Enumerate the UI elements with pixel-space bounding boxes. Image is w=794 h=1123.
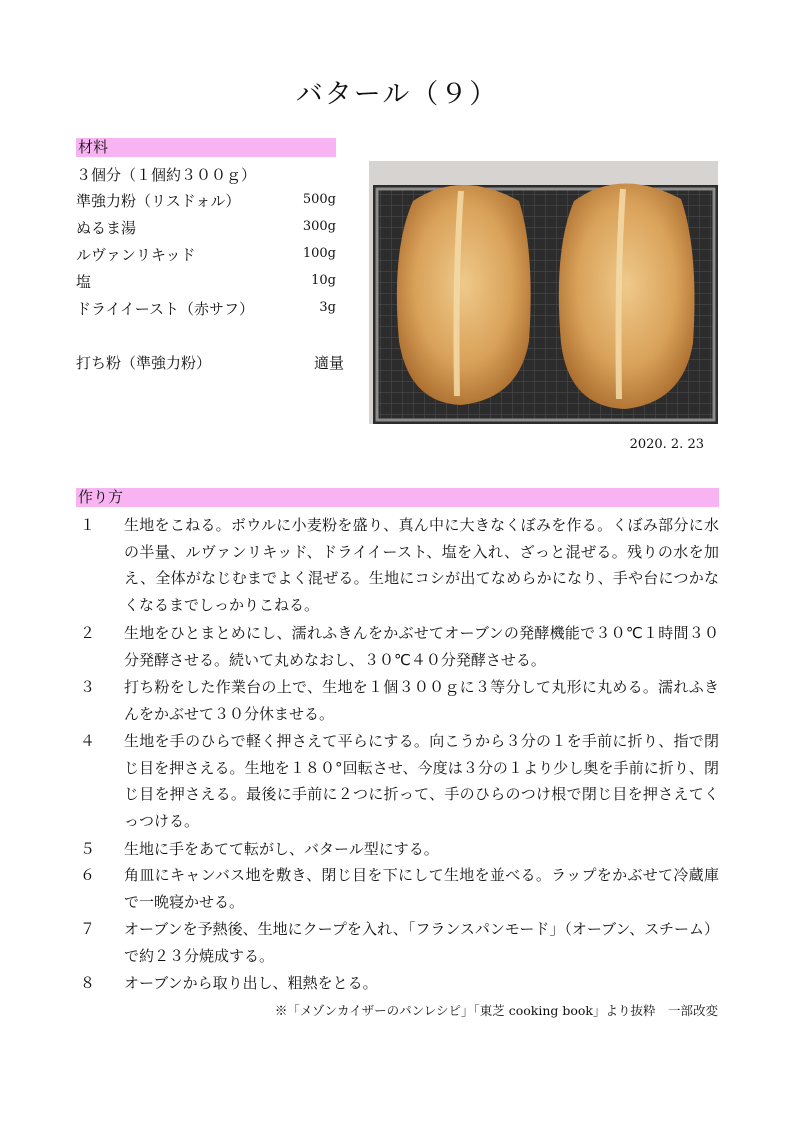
ingredient-row [76, 271, 336, 297]
ingredient-name: 打ち粉（準強力粉） [76, 354, 212, 372]
step-number: ３ [80, 678, 96, 696]
ingredient-name: 塩 [76, 273, 92, 291]
dusting-row [76, 352, 344, 378]
step-text: 生地に手をあてて転がし、バタール型にする。 [124, 840, 439, 858]
ingredient-row [76, 298, 336, 324]
step-text: 生地をこねる。ボウルに小麦粉を盛り、真ん中に大きなくぼみを作る。くぼみ部分に水の半量、ルヴァンリキッド、ドライイースト、塩を入れ、ざっと混ぜる。残りの水を加え、全体がなじむまでよく混ぜる。生地にコシが出てなめらかになり、手や台につかなくなるまでしっかりこねる。 [124, 516, 719, 614]
ingredient-row [76, 190, 336, 216]
method-heading: 作り方 [76, 488, 719, 507]
ingredient-qty: 10g [311, 273, 336, 288]
page-title: バタール（９） [295, 79, 499, 110]
ingredients-heading: 材料 [76, 138, 336, 157]
ingredient-name: ぬるま湯 [76, 219, 137, 237]
ingredient-qty: 適量 [313, 354, 344, 372]
step-number: ８ [80, 974, 96, 992]
ingredient-name: ドライイースト（赤サフ） [76, 300, 255, 318]
ingredient-qty: 300g [302, 219, 336, 234]
ingredient-qty: 100g [302, 246, 336, 261]
ingredient-row [76, 244, 336, 270]
yield-text: ３個分（１個約３００ｇ） [76, 166, 257, 184]
ingredient-name: ルヴァンリキッド [76, 246, 196, 264]
ingredient-qty: 3g [319, 300, 336, 315]
ingredient-name: 準強力粉（リスドォル） [76, 192, 241, 210]
source-credit: ※「メゾンカイザーのパンレシピ」「東芝 cooking book」より抜粋 一部改変 [274, 1003, 718, 1018]
ingredient-row [76, 217, 336, 243]
step-number: ２ [80, 624, 96, 642]
baked-baguettes-image [369, 161, 718, 424]
photo-date: 2020. 2. 23 [629, 437, 704, 452]
step-number: ５ [80, 840, 96, 858]
step-text: 生地を手のひらで軽く押さえて平らにする。向こうから３分の１を手前に折り、指で閉じ目を押さえる。生地を１８０°回転させ、今度は３分の１より少し奥を手前に折り、閉じ目を押さえる。最後に手前に２つに折って、手のひらのつけ根で閉じ目を押さえてくっつける。 [124, 732, 719, 830]
ingredient-qty: 500g [302, 192, 336, 207]
step-text: オーブンを予熱後、生地にクープを入れ、「フランスパンモード」（オーブン、スチーム）で約２３分焼成する。 [124, 920, 719, 965]
step-text: 打ち粉をした作業台の上で、生地を１個３００ｇに３等分して丸形に丸める。濡れふきんをかぶせて３０分休ませる。 [124, 678, 719, 723]
step-number: １ [80, 516, 96, 534]
step-number: ６ [80, 866, 96, 884]
step-text: オーブンから取り出し、粗熱をとる。 [124, 974, 378, 992]
step-text: 生地をひとまとめにし、濡れふきんをかぶせてオーブンの発酵機能で３０℃１時間３０分発酵させる。続いて丸めなおし、３０℃４０分発酵させる。 [124, 624, 719, 669]
step-number: ７ [80, 920, 96, 938]
step-number: ４ [80, 732, 96, 750]
bread-photo [369, 161, 718, 424]
yield-line [76, 164, 336, 190]
step-text: 角皿にキャンバス地を敷き、閉じ目を下にして生地を並べる。ラップをかぶせて冷蔵庫で一晩寝かせる。 [124, 866, 719, 911]
